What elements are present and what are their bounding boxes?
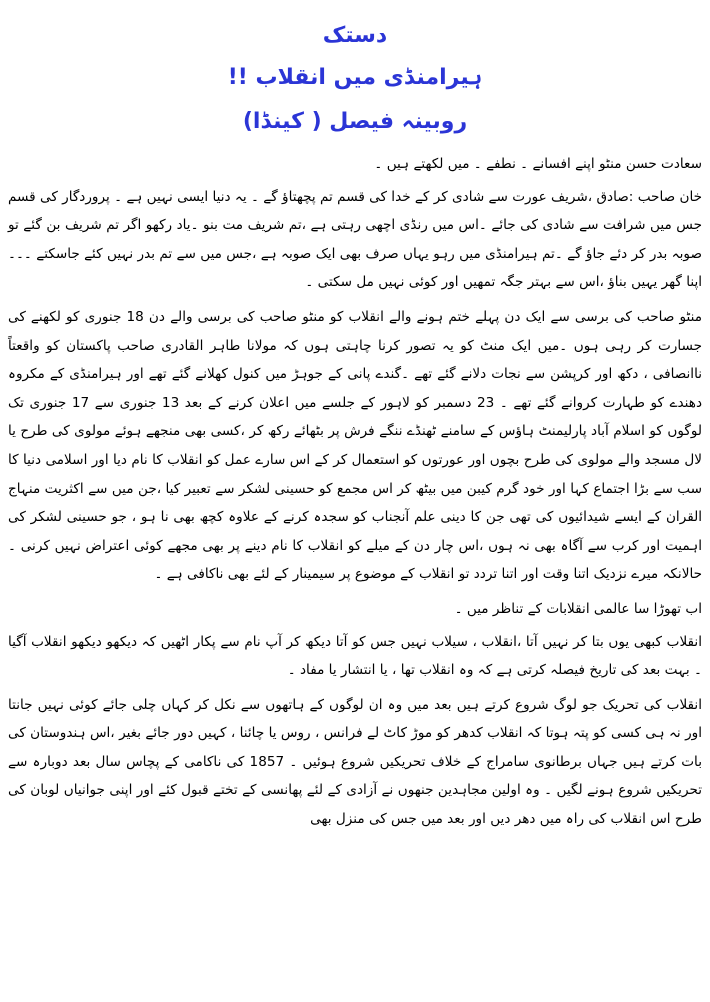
paragraph-revolution-nature: انقلاب کبھی یوں بتا کر نہیں آتا ،انقلاب ، سیلاب نہیں جس کو آتا دیکھ کر آپ نام سے پکار اٹھیں کہ دیکھو دیکھو انقلاب آگیا ۔ بہت بعد کی تاریخ فیصلہ کرتی ہے کہ وہ انقلاب تھا ، یا انتشار یا مفاد ۔ (8, 633, 702, 679)
paragraph-quote: خان صاحب :صادق ،شریف عورت سے شادی کر کے خدا کی قسم تم پچھتاؤ گے ۔ یہ دنیا ایسی نہیں ہے ۔ پروردگار کی قسم جس میں شرافت سے شادی کی جائے ۔اس میں رنڈی اچھی رہتی ہے ،تم شریف مت بنو ۔یاد رکھو اگر تم شریف بن گئے تو صوبہ بدر کر دئے جاؤ گے ۔تم ہیرامنڈی میں رہو یہاں صرف بھی ایک صوبہ ہے ،جس میں سے تم بدر نہیں کئے جاسکتے ۔۔۔ اپنا گھر یہیں بناؤ ،اس سے بہتر جگہ تمھیں اور کوئی نہیں مل سکتی ۔ (8, 188, 702, 291)
paragraph-history: انقلاب کی تحریک جو لوگ شروع کرتے ہیں بعد میں وہ ان لوگوں کے ہاتھوں سے نکل کر کہاں چلی جائے کوئی نہیں جانتا اور نہ ہی کسی کو پتہ ہوتا کہ انقلاب کدھر کو موڑ کاٹ لے فرانس ، روس یا چائنا ، کہیں دور جائے بغیر ،اس ہندوستان کی بات کرتے ہیں جہاں برطانوی سامراج کے خلاف تحریکیں شروع ہوئیں ۔ 1857 کی ناکامی کے پچاس سال بعد دوبارہ سے تحریکیں شروع ہونے لگیں ۔ وہ اولین مجاہدین جنھوں نے آزادی کے لئے پھانسی کے تختے قبول کئے اور اپنی جوانیاں لوبان کی طرح اس انقلاب کی راہ میں دھر دیں اور بعد میں جس کی منزل بھی (8, 696, 702, 828)
series-title: دستک (322, 23, 388, 48)
paragraph-global-context: اب تھوڑا سا عالمی انقلابات کے تناظر میں ۔ (454, 600, 702, 617)
paragraph-main: منٹو صاحب کی برسی سے ایک دن پہلے ختم ہونے والے انقلاب کو منٹو صاحب کی برسی والے دن 18 جنوری کو لکھنے کی جسارت کر رہی ہوں ۔میں ایک منٹ کو یہ تصور کرنا چاہتی ہوں کہ مولانا طاہر القادری صاحب پاکستان کو واقعتاً ناانصافی ، دکھ اور کرپشن سے نجات دلانے گئے تھے ۔گندے پانی کے جوہڑ میں کنول کھلانے گئے تھے اور ہیرامنڈی کے مکروہ دھندے کو طہارت کروانے گئے تھے ۔ 23 دسمبر کو لاہور کے جلسے میں اعلان کرنے کے بعد 13 جنوری سے 17 جنوری تک لوگوں کو اسلام آباد پارلیمنٹ ہاؤس کے سامنے ٹھنڈے ننگے فرش پر بٹھائے رکھ کر ،کسی بھی منجھے ہوئے مولوی کی طرح یا لال مسجد والے مولوی کی طرح بچوں اور عورتوں کو استعمال کر کے اس سارے عمل کو انقلاب کا نام دیا اور اسلامی دنیا کا سب سے بڑا اجتماع کہا اور خود گرم کیبن میں بیٹھ کر اس مجمع کو حسینی لشکر سے تعبیر کیا ،جن میں سے اکثریت منہاج القران کے ایسے شیدائیوں کی تھی جن کا دینی علم آنجناب کو سجدہ کرنے کے علاوہ کچھ بھی نا ہو ، جو حسینی لشکر کی اہمیت اور کرب سے آگاہ بھی نہ ہوں ،اس چار دن کے میلے کو انقلاب کا نام دینے پر بھی مجھے کوئی اعتراض نہیں کرنی ۔ حالانکہ میرے نزدیک اتنا وقت اور اتنا تردد تو انقلاب کے موضوع پر سیمینار کے لئے بھی ناکافی ہے ۔ (8, 308, 702, 583)
paragraph-intro: سعادت حسن منٹو اپنے افسانے ۔ نطفے ۔ میں لکھتے ہیں ۔ (374, 156, 702, 172)
author-byline: روبینہ فیصل ( کینڈا) (242, 109, 468, 134)
article-title: ہیرامنڈی میں انقلاب !! (227, 65, 483, 90)
